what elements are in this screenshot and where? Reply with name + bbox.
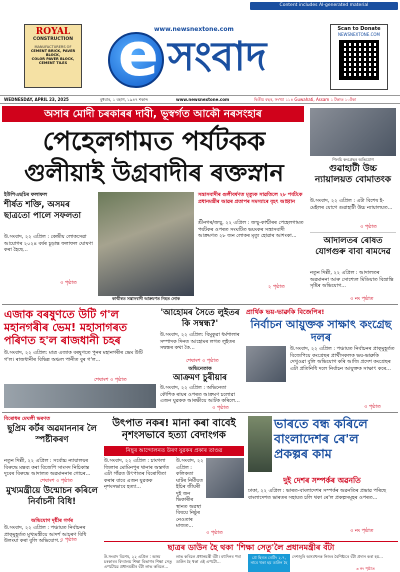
bottom-col2: লাভ কৰিলে প্ৰধানমন্ত্ৰী বঁটা। বহুদিনৰ পৰা ডাউন হৈ থকা এই এপটো... — [176, 554, 241, 564]
left-body: উ.সংবাদ, ২২ এপ্ৰিল : কেন্দ্ৰীয় লোকসেৱা আয়োগৰ ২০২৪ বৰ্ষৰ চূড়ান্ত ফলাফল ঘোষণা কৰা হৈছে... — [4, 234, 93, 253]
lower-left-headline2: মুখ্যমন্ত্ৰীয়ে উন্মোচন কৰিলে নিৰ্বাচনী বিধি! — [6, 486, 98, 507]
flood-photo — [4, 384, 156, 408]
bottom-col4: দেশজুৰি অসমখনক নিজৰ বৈশিষ্ট্যৰে বঁটা প্ৰদান কৰা হয়... — [292, 554, 383, 559]
right-headline: গুৱাহাটী উচ্চ ন্যায়ালয়ত বোমাতংক — [314, 164, 392, 185]
section-rule-1 — [2, 304, 398, 305]
ad-line6: CEMENT TILES — [38, 61, 68, 65]
mid-center-sub-body: উ.সংবাদ, ২২ এপ্ৰিল : অভিনেতা কৌশিক ৰায়ৰ ওপৰত আক্ৰমণ চলোৱা এজন যুৱকক আৰক্ষীয়ে আটক কৰিলে... — [160, 385, 240, 404]
ai-content-badge: Content includes AI-generated material — [250, 2, 398, 10]
mid-left-headline: এজাক বৰষুণতে উটি গ'ল মহানগৰীৰ ভেম! মহাসাগৰত পৰিণত হ'ল ৰাজধানী চহৰ — [4, 308, 128, 347]
section-rule-2 — [2, 412, 398, 413]
lower-left-more[interactable]: শেষাংশ ৩ পৃষ্ঠাত — [40, 478, 73, 484]
center-photo-caption: কাশ্মীৰত সন্ত্ৰাসবাদী আক্ৰমণত নিহত লোক — [112, 296, 180, 301]
mid-center-sub-headline: আক্ৰমণ চুৰীয়াৰ — [173, 373, 227, 383]
dateline-date: WEDNESDAY, APRIL 23, 2025 — [4, 97, 69, 102]
main-headline-line1: পেহেলগামত পৰ্যটকক — [42, 127, 266, 157]
center-body: শ্ৰীনগৰ/জম্মু, ২২ এপ্ৰিল : জম্মু-কাশ্মীৰৰ পেহেলগামত পৰ্যটকৰ ওপৰত সংঘটিত ভয়ংকৰ সন্ত্ৰাসবাদী আক্ৰমণত ২৮ জন লোকৰ মৃত্যু হোৱাৰ আশংকা... — [198, 220, 304, 239]
lower-left-headline: ছুপ্ৰিম কৰ্টৰ অৱমাননাৰ লৈ স্পষ্টীকৰণ — [7, 424, 97, 445]
ad-line1: ROYAL — [35, 27, 71, 37]
lower-left-kicker: বিৰোধৰ মেঘলী ভৰণত — [4, 416, 50, 422]
mid-right-photo — [246, 346, 286, 382]
mid-right-more[interactable]: ৩ পৃষ্ঠাত — [364, 404, 381, 410]
lower-center-more[interactable]: ৩ পৃষ্ঠাত — [206, 530, 223, 536]
train-photo — [248, 416, 272, 472]
bottom-banner: ছাত্ৰৰ ডাউন হৈ থকা 'শিক্ষা সেতু'লৈ প্ৰধানমন্ত্ৰীৰ বঁটা — [104, 541, 398, 553]
lower-center-headline: উৎপাত নকৰ! মানা কৰা বাবেই নৃশংসভাবে হত্যা বেদাংগক — [112, 418, 236, 441]
right-caption: শিলচি কংগ্ৰেছৰ অভিযোগ — [332, 157, 374, 162]
logo-e: e — [118, 20, 159, 90]
bottom-badge: প্ৰে ছিৰত ৰেটিং ২.৭, নাবে থকা হয় ডাউন হৈ — [248, 554, 290, 572]
donate-label: Scan to Donate — [337, 26, 381, 32]
ad-line3: MANUFACTURERS OF — [34, 45, 72, 49]
mid-center-more[interactable]: শেষাংশ ৩ পৃষ্ঠাত — [186, 358, 219, 364]
lower-right-body: ঢাকা, ২২ এপ্ৰিল : ভাৰত-বাংলাদেশৰ সম্পৰ্কৰ অৱনতিৰ প্ৰভাৱ পৰিছে বাংলাদেশত ভাৰতৰ সহায়ত চলি থকা ৰে'ল প্ৰকল্পসমূহৰ ওপৰত... — [248, 488, 387, 501]
right-more[interactable]: ৩ পৃষ্ঠাত — [360, 224, 377, 230]
left-kicker: ইউপিএছচিৰ ফলাফল — [4, 192, 48, 198]
mid-center-sub-kicker: অভিনেতাক — [188, 366, 212, 372]
lower-left-kicker2: অভিযোগ দৃষ্টীৰ গৰ্গৰ — [31, 518, 73, 524]
lower-left-body2: উ.সংবাদ, ২২ এপ্ৰিল : পঞ্চায়ত নিৰ্বাচনৰ প্ৰাক্‌মুহূৰ্তত মুখ্যমন্ত্ৰীয়ে আদৰ্শ আচৰণ বিধি উলংঘা কৰা বুলি অভিযোগ... — [4, 525, 87, 544]
left-headline: শীৰ্ষত শক্তি, অসমৰ ছাত্ৰতো পালে সফলতা — [4, 200, 82, 221]
right-more2[interactable]: ৩ নং পৃষ্ঠাত — [350, 296, 374, 302]
mid-left-body: উ.সংবাদ, ২২ এপ্ৰিল: মাত্ৰ এজাক বৰষুণতে পুনৰ মহানগৰীৰ ভেম উটি গ'ল। ৰাজধানীৰ বিভিন্ন অঞ্চল পানীত বুৰ গ'ল... — [4, 350, 143, 363]
mid-center-body: উ.সংবাদ, ২২ এপ্ৰিল: বিমুকুৱা ধৰ্মশালাৰ সম্পাদক দিনত আহোমৰ লগত লুইতৰ সম্বন্ধৰ কথা কৈ... — [160, 332, 240, 351]
dateline-site: www.newsnextone.com — [176, 97, 230, 102]
lower-center-body-mid: উ.সংবাদ, ২২ এপ্ৰিল : কলিকতা ঘাটৰ নিৰ্মীয়ত ইচিৰ জীয়ৰী দুই জন ভিকাৰীৰ স্থানত অৱস্থা বিষয়ে নিষ্ঠুৰ নেওতাৰ মাজত... — [176, 458, 204, 529]
lower-center-body-left: উ.সংবাদ, ২২ এপ্ৰিল : চাংগলা জিলাৰ মোমিনপুৰ থানাৰ অন্তৰ্গত এটা গাঁৱত উৎপাতৰ বিৰোধিতা কৰাৰ বাবে এজন যুৱকক নৃশংসভাবে হত্যা... — [104, 458, 170, 490]
center-photo — [98, 192, 194, 296]
ad-line5: COLOR PAVER BLOCK, — [31, 57, 75, 61]
left-more[interactable]: ৩ পৃষ্ঠাত — [60, 280, 77, 286]
dateline-right: দ্বিতীয় বছৰ, সংখ্যা ১১৪ Guwahati, Assam ১ টকাত ১০টকা — [254, 97, 357, 102]
right-body2: নতুন দিল্লী, ২২ এপ্ৰিল : আদালতৰ অৱমাননা আৰু সোশ্যেল মিডিয়াত বিভ্ৰান্তি সৃষ্টিৰ অভিযোগ... — [310, 270, 394, 289]
right-photo — [310, 108, 396, 156]
lower-right-sub: দুই দেশৰ সম্পৰ্কৰ অৱনতি — [283, 476, 361, 485]
mid-right-body: উ.সংবাদ, ২২ এপ্ৰিল : পঞ্চায়ত নিৰ্বাচনৰ প্ৰাক্‌মুহূৰ্তত বিজেপিয়ে কংগ্ৰেছৰ প্ৰাৰ্থীসকলক ভয়-ভাৱুকি দেখুওৱা বুলি অভিযোগ কৰি আজি প্ৰদেশ কংগ্ৰেছৰ এটা প্ৰতিনিধি দলে নিৰ্বাচন আয়ুক্তক সাক্ষাৎ কৰে... — [290, 346, 395, 372]
center-bullets: সন্ত্ৰাসবাদীৰ গুলীবৰ্ষণত মৃত্যুক সাৱতিলে ২৮ পৰ্যটকে প্ৰধানমন্ত্ৰীৰ আৱৰ প্ৰতাপৰ সমস্যাৰে বৃহৎ আহ্বান — [198, 192, 303, 205]
bottom-col1: উ.সংবাদ বিশেষ, ২২ এপ্ৰিল : অসম চৰকাৰৰ বিদ্যালয় শিক্ষা বিভাগৰ শিক্ষা সেতু এপটোৱে প্ৰধানমন্ত্ৰীৰ বঁটা লাভ কৰিলে... — [104, 554, 172, 569]
lower-right-headline: ভাৰতে বন্ধ কৰিলে বাংলাদেশৰ ৰে'ল প্ৰকল্পৰ কাম — [274, 416, 368, 461]
mid-left-more[interactable]: শেষাংশ ৩ পৃষ্ঠাত — [94, 377, 127, 383]
right-headline2: আদালতৰ ৰোষত যোগগুৰু বাবা ৰামদেৱ — [315, 236, 391, 257]
mid-center-sub-more[interactable]: ৩ পৃষ্ঠাত — [212, 405, 229, 411]
banner-line: অসাৰ মোদী চৰকাৰৰ দাবী, ভূস্বৰ্গত আকৌ নৰসংহাৰ — [2, 106, 304, 122]
qr-code-icon — [339, 40, 379, 80]
donate-box[interactable] — [330, 24, 388, 90]
mid-right-headline: নিৰ্বাচন আয়ুক্তক সাক্ষাৎ কংগ্ৰেছ দলৰ — [250, 318, 392, 344]
mid-right-kicker: প্ৰাৰ্থিক ভয়-ভাৱুকি বিজেপিৰ! — [246, 308, 325, 316]
lower-left-body: নতুন দিল্লী, ২২ এপ্ৰিল : সৰ্বোচ্চ ন্যায়ালয়ৰ বিৰুদ্ধে মন্তব্য কৰা বিজেপি সাংসদ নিচিকান্ত দুবেৰ বিৰুদ্ধে আদালত অৱমাননাৰ গোচৰ... — [4, 458, 91, 477]
ad-line2: CONSTRUCTION — [33, 37, 73, 42]
center-more[interactable]: ২ পৃষ্ঠাত — [268, 284, 285, 290]
mid-center-q-headline: 'আহোমৰ সৈতে লুইতৰ কি সম্বন্ধ?' — [160, 308, 240, 329]
lower-right-more[interactable]: ৩ নং পৃষ্ঠাত — [350, 528, 374, 534]
right-divider — [310, 232, 396, 233]
lower-center-red-strip: নিছুৰ আন্দোলনত উৰণ যুৱকৰ প্ৰকাৰ তাণ্ডৱ — [104, 446, 244, 456]
logo-text: সংবাদ — [168, 34, 267, 80]
donate-url: NEWSNEXTONE.COM — [338, 32, 380, 37]
bottom-more[interactable]: ৩ নং পৃষ্ঠাত — [356, 566, 375, 571]
dateline-mid: বুধবাৰ, ১ বহাগ, ১৯৪৭ শকাব্দ — [100, 97, 148, 102]
lower-center-photo — [206, 458, 244, 498]
ad-line4: CEMENT BRICK, PAVER BLOCK, — [30, 49, 76, 57]
right-body: উ.সংবাদ, ২২ এপ্ৰিল : এটা বিশেষ ই-মেইলৰ যোগে গুৱাহাটী উচ্চ ন্যায়ালয়ত... — [310, 198, 393, 211]
main-headline-line2: গুলীয়াই উগ্ৰবাদীৰ ৰক্তস্নান — [24, 159, 284, 187]
lower-left-more2[interactable]: ৩ পৃষ্ঠাত — [60, 537, 77, 543]
ad-royal-construction — [24, 24, 82, 88]
website-url[interactable]: www.newsnextone.com — [154, 26, 234, 33]
